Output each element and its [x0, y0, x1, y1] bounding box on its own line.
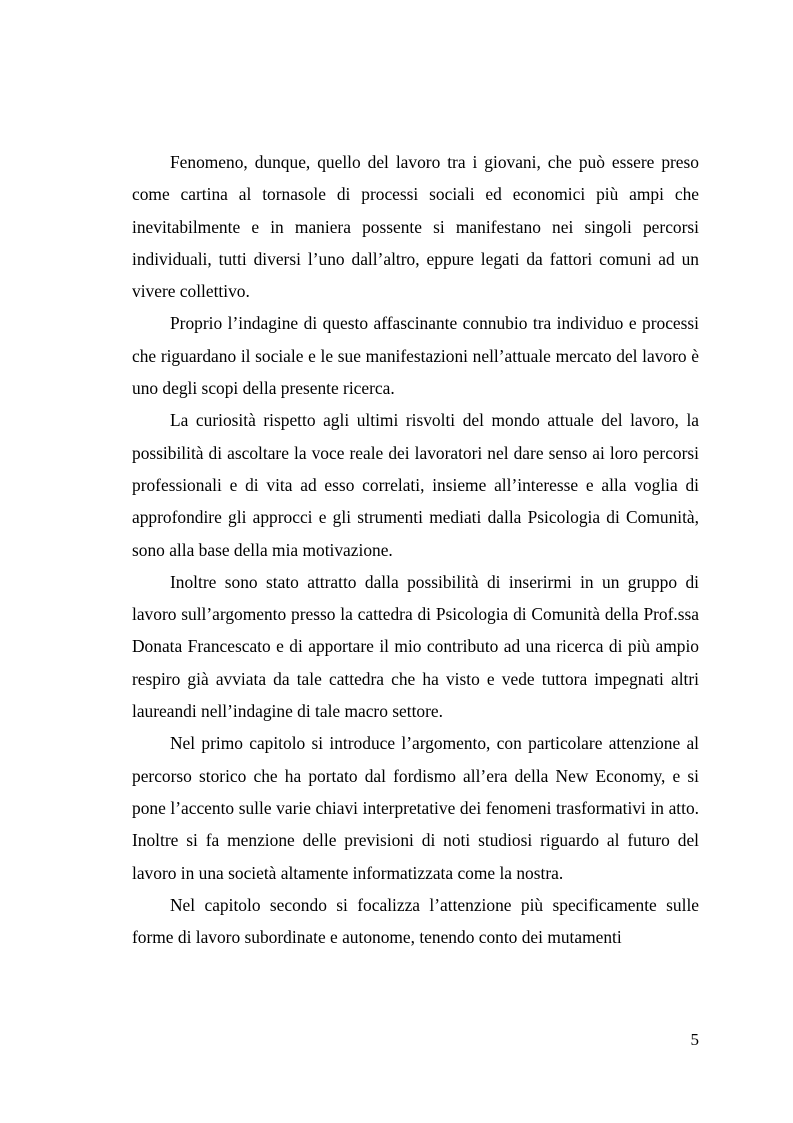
paragraph-2: Proprio l’indagine di questo affascinante connubio tra individuo e processi che riguardano il sociale e le sue manifestazioni nell’attuale mercato del lavoro è uno degli scopi della presente ricerca. — [132, 313, 699, 399]
paragraph-1: Fenomeno, dunque, quello del lavoro tra i giovani, che può essere preso come cartina al tornasole di processi sociali ed economici più ampi che inevitabilmente e in maniera possente si manifestano nei singoli percorsi individuali, tutti diversi l’uno dall’altro, eppure legati da fattori comuni ad un vivere collettivo. — [132, 152, 699, 302]
paragraph-5: Nel primo capitolo si introduce l’argomento, con particolare attenzione al percorso storico che ha portato dal fordismo all’era della New Economy, e si pone l’accento sulle varie chiavi interpretative dei fenomeni trasformativi in atto. Inoltre si fa menzione delle previsioni di noti studiosi riguardo al futuro del lavoro in una società altamente informatizzata come la nostra. — [132, 733, 699, 883]
paragraph-6: Nel capitolo secondo si focalizza l’attenzione più specificamente sulle forme di lavoro subordinate e autonome, tenendo conto dei mutamenti — [132, 894, 699, 948]
paragraph-3: La curiosità rispetto agli ultimi risvolti del mondo attuale del lavoro, la possibilità di ascoltare la voce reale dei lavoratori nel dare senso ai loro percorsi professionali e di vita ad esso correlati, insieme all’interesse e alla voglia di approfondire gli approcci e gli strumenti mediati dalla Psicologia di Comunità, sono alla base della mia motivazione. — [132, 410, 699, 560]
paragraph-4: Inoltre sono stato attratto dalla possibilità di inserirmi in un gruppo di lavoro sull’argomento presso la cattedra di Psicologia di Comunità della Prof.ssa Donata Francescato e di apportare il mio contributo ad una ricerca di più ampio respiro già avviata da tale cattedra che ha visto e vede tuttora impegnati altri laureandi nell’indagine di tale macro settore. — [132, 571, 699, 722]
page-body-text — [132, 146, 699, 953]
page-number: 5 — [690, 1030, 699, 1049]
